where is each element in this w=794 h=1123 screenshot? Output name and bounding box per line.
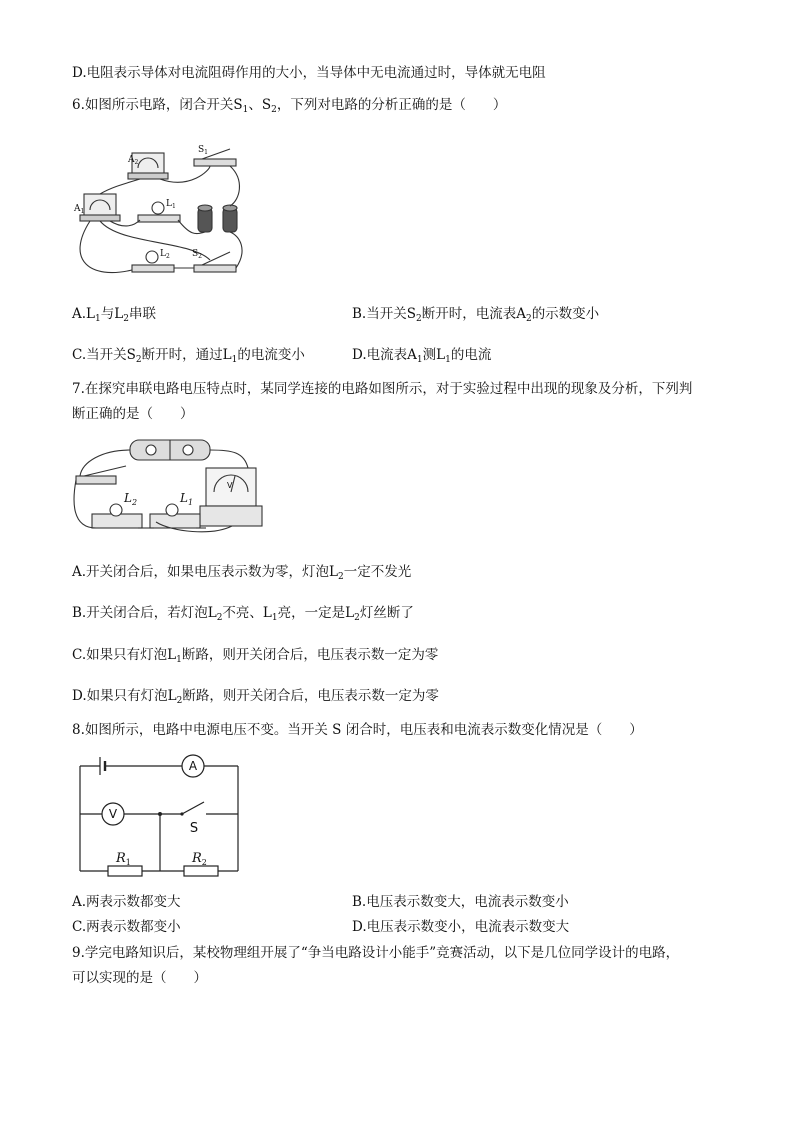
switch-base	[76, 476, 116, 484]
wire-4	[80, 221, 132, 273]
battery-plus-2	[183, 445, 193, 455]
q8-option-c: C.两表示数都变小	[72, 919, 181, 935]
t: L	[167, 647, 177, 663]
sub: 2	[216, 613, 223, 623]
q7-option-d	[72, 687, 439, 710]
q6-stem-post: ，下列对电路的分析正确的是（ ）	[276, 97, 507, 113]
switch-s1-base	[194, 159, 236, 166]
sub: 1	[231, 355, 238, 365]
label-switch: S	[189, 821, 199, 836]
t: 亮，一定是	[277, 605, 346, 621]
q6-option-a	[72, 305, 156, 328]
t: 不亮、	[222, 605, 263, 621]
q6-option-c	[72, 346, 305, 369]
t: A.	[72, 306, 87, 322]
q9-stem-line1: 9.学完电路知识后，某校物理组开展了“争当电路设计小能手”竞赛活动，以下是几位同学设计的电路，	[72, 945, 680, 961]
wire-1	[80, 450, 130, 476]
sub: 2	[135, 355, 142, 365]
sym: S	[261, 97, 272, 113]
t: D.如果只有灯泡	[72, 688, 168, 704]
q7-option-a	[72, 563, 411, 586]
battery-1	[198, 208, 212, 232]
q8-circuit-figure	[72, 752, 248, 880]
t: L	[207, 605, 217, 621]
q6-option-b	[352, 305, 599, 328]
label-a1: $A_1$	[74, 204, 85, 215]
ammeter-a2-base	[128, 173, 168, 179]
battery-1-top	[198, 205, 212, 211]
junction-top	[158, 812, 162, 816]
battery-plus-1	[146, 445, 156, 455]
q7-option-c	[72, 646, 438, 669]
wire-7	[230, 232, 242, 268]
sub: 1	[271, 613, 278, 623]
bulb-l1-glass	[152, 202, 164, 214]
q6-stem	[72, 96, 506, 119]
sub: 2	[123, 314, 129, 324]
q7-stem-line2: 断正确的是（ ）	[72, 406, 194, 422]
label-l2: $L_2$	[124, 491, 138, 507]
label-r1: $R_1$	[116, 851, 131, 867]
t: 一定不发光	[343, 564, 412, 580]
t: A.开关闭合后，如果电压表示数为零，灯泡	[72, 564, 330, 580]
sub: 2	[338, 572, 344, 582]
t: L	[436, 347, 446, 363]
battery-2	[223, 208, 237, 232]
t: L	[262, 605, 272, 621]
t: L	[114, 306, 124, 322]
label-r2: $R_2$	[192, 851, 207, 867]
q6-option-d	[352, 346, 491, 369]
sub: 1	[95, 314, 101, 324]
q6-stem-pre: 6.如图所示电路，闭合开关	[72, 97, 234, 113]
resistor-r2	[184, 866, 218, 876]
q6-circuit-figure	[70, 140, 250, 282]
sep: 、	[248, 97, 262, 113]
sym: S	[233, 97, 243, 113]
q8-option-b: B.电压表示数变大，电流表示数变小	[352, 894, 569, 910]
switch-lever	[84, 466, 126, 476]
t: L	[329, 564, 339, 580]
sub: 2	[176, 696, 183, 706]
t: 断开时，通过	[141, 347, 223, 363]
q9-stem-line2: 可以实现的是（ ）	[72, 970, 207, 986]
t: S	[406, 306, 416, 322]
resistor-r1	[108, 866, 142, 876]
sub: 1	[416, 355, 423, 365]
sub: 1	[445, 355, 451, 365]
switch-s2-lever	[202, 252, 230, 265]
label-voltmeter: V	[227, 481, 233, 490]
sub: 1	[242, 105, 249, 115]
t: A	[516, 306, 526, 322]
bulb-l2-base	[132, 265, 174, 272]
t: C.当开关	[72, 347, 127, 363]
sub: 1	[176, 655, 182, 665]
t: D.电流表	[352, 347, 408, 363]
bulb-l1-base	[138, 215, 180, 222]
label-l1: $L_1$	[166, 199, 176, 210]
label-a2: $A_2$	[128, 155, 139, 166]
label-s1: $S_1$	[198, 145, 208, 156]
q7-circuit-figure	[72, 432, 272, 544]
q7-option-b	[72, 604, 414, 627]
wire-3	[100, 179, 140, 194]
t: 的电流变小	[237, 347, 305, 363]
switch-blade	[182, 802, 204, 814]
t: L	[345, 605, 355, 621]
ammeter-a1-base	[80, 215, 120, 221]
t: 断开时，电流表	[421, 306, 517, 322]
bulb-l2-glass	[110, 504, 122, 516]
label-l2: $L_2$	[160, 249, 170, 260]
sub: 2	[354, 613, 360, 623]
t: L	[86, 306, 96, 322]
sub: 2	[525, 314, 532, 324]
t: C.如果只有灯泡	[72, 647, 168, 663]
t: 测	[422, 347, 437, 363]
label-s2: $S_2$	[192, 249, 202, 260]
q8-stem: 8.如图所示，电路中电源电压不变。当开关 S 闭合时，电压表和电流表示数变化情况是（ ）	[72, 722, 643, 738]
t: S	[126, 347, 136, 363]
t: 串联	[128, 306, 156, 322]
t: 灯丝断了	[359, 605, 414, 621]
t: B.开关闭合后，若灯泡	[72, 605, 208, 621]
t: 断路，则开关闭合后，电压表示数一定为零	[182, 688, 439, 704]
t: 的示数变小	[531, 306, 600, 322]
q5-option-d: D.电阻表示导体对电流阻碍作用的大小，当导体中无电流通过时，导体就无电阻	[72, 65, 546, 81]
t: 断路，则开关闭合后，电压表示数一定为零	[181, 647, 439, 663]
q7-circuit-svg	[72, 432, 272, 544]
ammeter-a1-body	[84, 194, 116, 216]
wire-2	[230, 166, 239, 206]
bulb-l1-base	[150, 514, 200, 528]
t: 的电流	[450, 347, 492, 363]
sub: 2	[271, 105, 277, 115]
sub: 2	[415, 314, 422, 324]
switch-pivot	[180, 812, 183, 815]
t: 与	[100, 306, 115, 322]
label-l1: $L_1$	[180, 491, 194, 507]
q7-stem-line1: 7.在探究串联电路电压特点时，某同学连接的电路如图所示，对于实验过程中出现的现象及分析，下列判	[72, 381, 693, 397]
voltmeter-base	[200, 506, 262, 526]
q8-circuit-svg	[72, 752, 248, 880]
t: B.当开关	[352, 306, 407, 322]
label-voltmeter: V	[108, 807, 118, 821]
q8-option-d: D.电压表示数变小，电流表示数变大	[352, 919, 570, 935]
bulb-l1-glass	[166, 504, 178, 516]
bulb-l2-glass	[146, 251, 158, 263]
wire-2	[210, 450, 248, 468]
q8-option-a: A.两表示数都变大	[72, 894, 181, 910]
t: L	[167, 688, 177, 704]
q6-circuit-svg	[70, 140, 250, 282]
t: A	[407, 347, 417, 363]
switch-s2-base	[194, 265, 236, 272]
label-ammeter: A	[188, 759, 198, 773]
t: L	[222, 347, 232, 363]
